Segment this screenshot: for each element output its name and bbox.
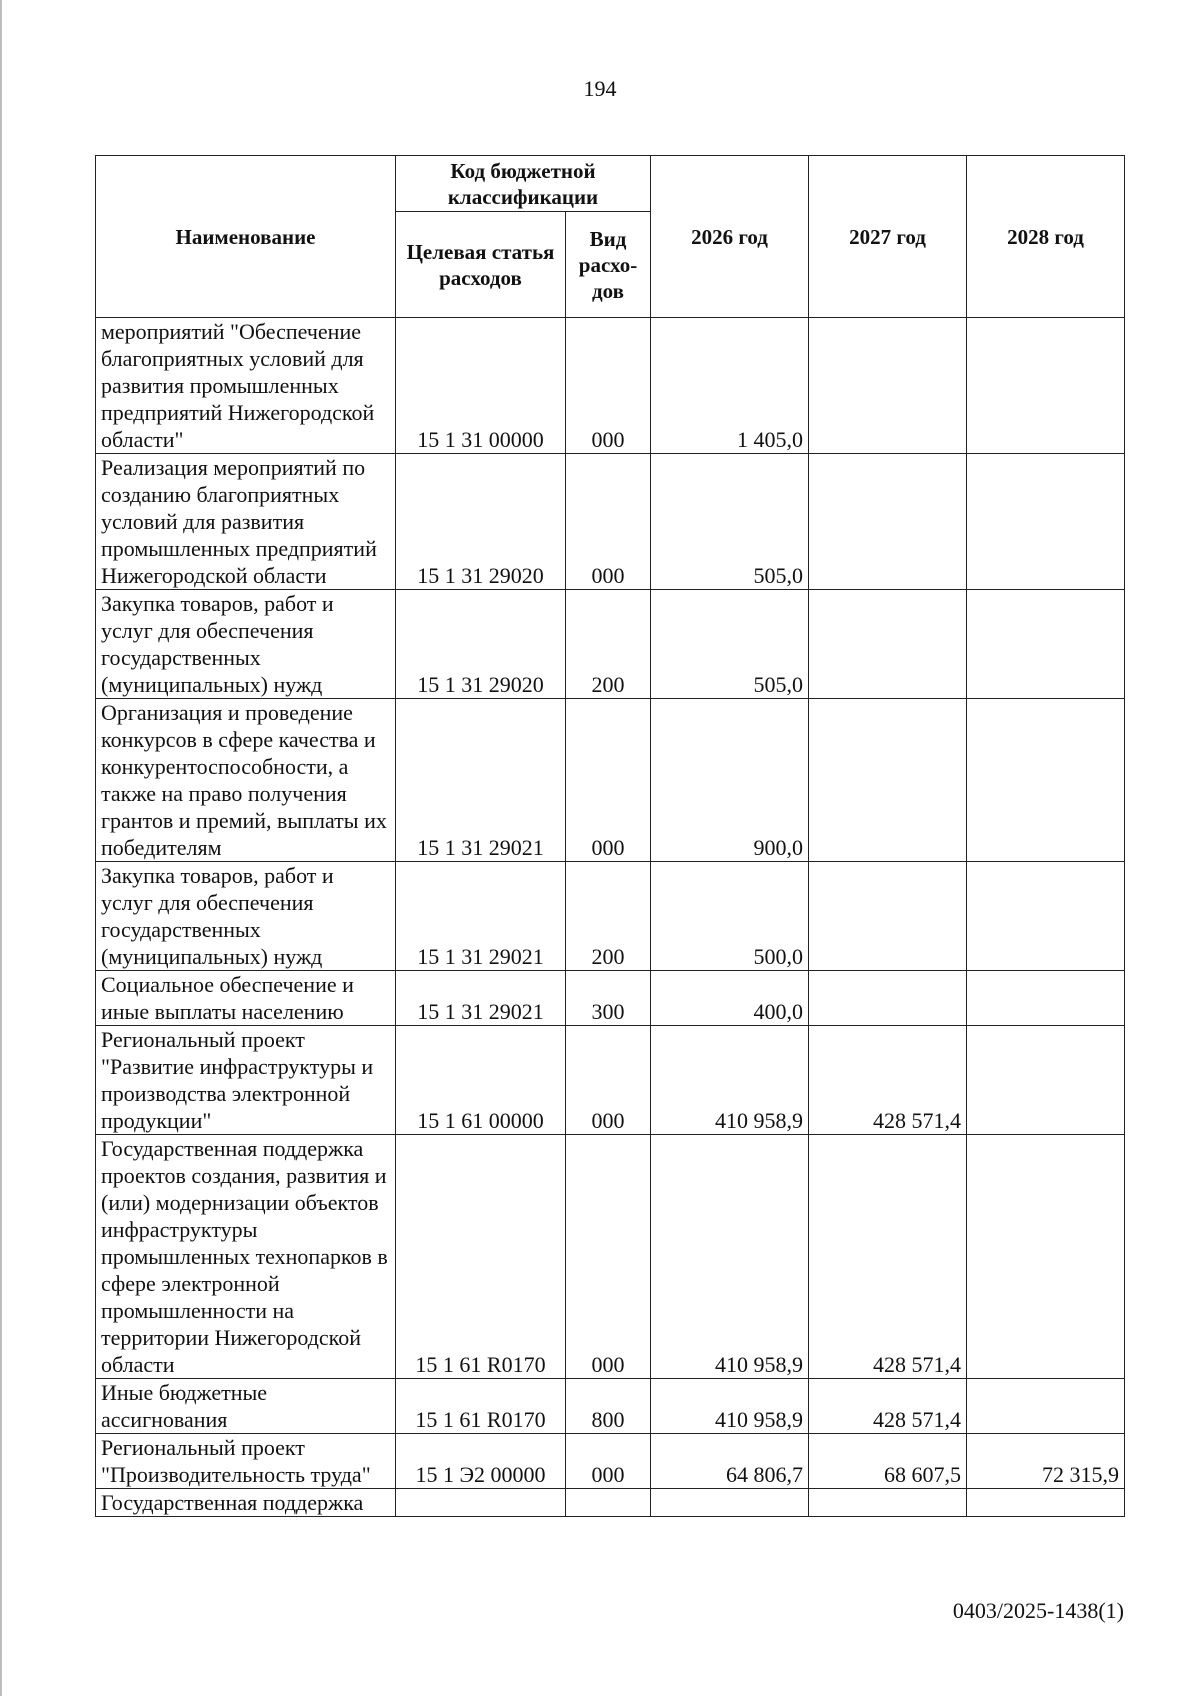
table-row — [96, 1379, 1125, 1434]
row-2027 — [809, 1489, 967, 1517]
row-2028 — [967, 1026, 1125, 1135]
row-2028 — [967, 590, 1125, 699]
row-target-article: 15 1 31 29020 — [396, 590, 566, 699]
row-2026: 410 958,9 — [651, 1135, 809, 1379]
row-target-article: 15 1 31 29020 — [396, 454, 566, 590]
page-edge-rule — [0, 0, 2, 1696]
row-2026: 400,0 — [651, 971, 809, 1026]
row-expense-type: 200 — [566, 862, 651, 971]
row-target-article: 15 1 61 R0170 — [396, 1135, 566, 1379]
row-2027 — [809, 971, 967, 1026]
row-2026 — [651, 1489, 809, 1517]
row-name: Организация и проведение конкурсов в сфере качества и конкурентоспособности, а также на право получения грантов и премий, выплаты их победителям — [96, 699, 396, 862]
row-2027 — [809, 454, 967, 590]
row-expense-type — [566, 1489, 651, 1517]
row-2028 — [967, 454, 1125, 590]
row-target-article — [396, 1489, 566, 1517]
table-header — [96, 156, 1125, 318]
row-2026: 410 958,9 — [651, 1379, 809, 1434]
row-name: Государственная поддержка — [96, 1489, 396, 1517]
page-number: 194 — [583, 76, 617, 101]
row-2027: 428 571,4 — [809, 1026, 967, 1135]
row-2027: 428 571,4 — [809, 1379, 967, 1434]
row-2026: 500,0 — [651, 862, 809, 971]
row-2027: 428 571,4 — [809, 1135, 967, 1379]
row-2028 — [967, 318, 1125, 454]
row-2028 — [967, 1489, 1125, 1517]
header-2027: 2027 год — [809, 156, 967, 318]
row-expense-type: 000 — [566, 318, 651, 454]
row-expense-type: 000 — [566, 1434, 651, 1489]
row-2026: 505,0 — [651, 590, 809, 699]
row-name: Реализация мероприятий по созданию благоприятных условий для развития промышленных предприятий Нижегородской области — [96, 454, 396, 590]
row-target-article: 15 1 61 00000 — [396, 1026, 566, 1135]
row-2028 — [967, 699, 1125, 862]
header-budget-code: Код бюджетной классификации — [396, 156, 651, 212]
header-expense-type: Вид расхо-дов — [566, 212, 651, 318]
row-2026: 64 806,7 — [651, 1434, 809, 1489]
table-row — [96, 862, 1125, 971]
row-2027 — [809, 862, 967, 971]
document-number: 0403/2025-1438(1) — [952, 1598, 1124, 1623]
table-row — [96, 971, 1125, 1026]
table-row — [96, 590, 1125, 699]
row-name: Закупка товаров, работ и услуг для обеспечения государственных (муниципальных) нужд — [96, 590, 396, 699]
table-row — [96, 1135, 1125, 1379]
row-target-article: 15 1 31 29021 — [396, 699, 566, 862]
row-name: Региональный проект "Производительность труда" — [96, 1434, 396, 1489]
table-row — [96, 1489, 1125, 1517]
budget-table — [95, 155, 1125, 1517]
table-row — [96, 1434, 1125, 1489]
header-target-article: Целевая статья расходов — [396, 212, 566, 318]
row-name: мероприятий "Обеспечение благоприятных условий для развития промышленных предприятий Нижегородской области" — [96, 318, 396, 454]
row-target-article: 15 1 31 00000 — [396, 318, 566, 454]
row-2027 — [809, 699, 967, 862]
row-2026: 900,0 — [651, 699, 809, 862]
row-name: Иные бюджетные ассигнования — [96, 1379, 396, 1434]
row-2028: 72 315,9 — [967, 1434, 1125, 1489]
table-row — [96, 454, 1125, 590]
table-row — [96, 1026, 1125, 1135]
row-name: Социальное обеспечение и иные выплаты населению — [96, 971, 396, 1026]
row-target-article: 15 1 31 29021 — [396, 862, 566, 971]
row-target-article: 15 1 Э2 00000 — [396, 1434, 566, 1489]
header-2026: 2026 год — [651, 156, 809, 318]
row-2027: 68 607,5 — [809, 1434, 967, 1489]
row-expense-type: 300 — [566, 971, 651, 1026]
header-2028: 2028 год — [967, 156, 1125, 318]
row-2028 — [967, 1135, 1125, 1379]
header-name: Наименование — [96, 156, 396, 318]
row-expense-type: 000 — [566, 1026, 651, 1135]
row-2028 — [967, 1379, 1125, 1434]
row-name: Государственная поддержка проектов создания, развития и (или) модернизации объектов инфраструктуры промышленных технопарков в сфере электронной промышленности на территории Нижегородской области — [96, 1135, 396, 1379]
table-body — [96, 318, 1125, 1517]
table-row — [96, 318, 1125, 454]
row-2028 — [967, 862, 1125, 971]
row-2027 — [809, 318, 967, 454]
row-expense-type: 000 — [566, 1135, 651, 1379]
table-row — [96, 699, 1125, 862]
row-target-article: 15 1 31 29021 — [396, 971, 566, 1026]
row-expense-type: 000 — [566, 454, 651, 590]
row-target-article: 15 1 61 R0170 — [396, 1379, 566, 1434]
row-name: Закупка товаров, работ и услуг для обеспечения государственных (муниципальных) нужд — [96, 862, 396, 971]
row-2027 — [809, 590, 967, 699]
row-expense-type: 200 — [566, 590, 651, 699]
row-2028 — [967, 971, 1125, 1026]
row-expense-type: 000 — [566, 699, 651, 862]
row-2026: 505,0 — [651, 454, 809, 590]
row-2026: 1 405,0 — [651, 318, 809, 454]
row-2026: 410 958,9 — [651, 1026, 809, 1135]
row-expense-type: 800 — [566, 1379, 651, 1434]
row-name: Региональный проект "Развитие инфраструктуры и производства электронной продукции" — [96, 1026, 396, 1135]
